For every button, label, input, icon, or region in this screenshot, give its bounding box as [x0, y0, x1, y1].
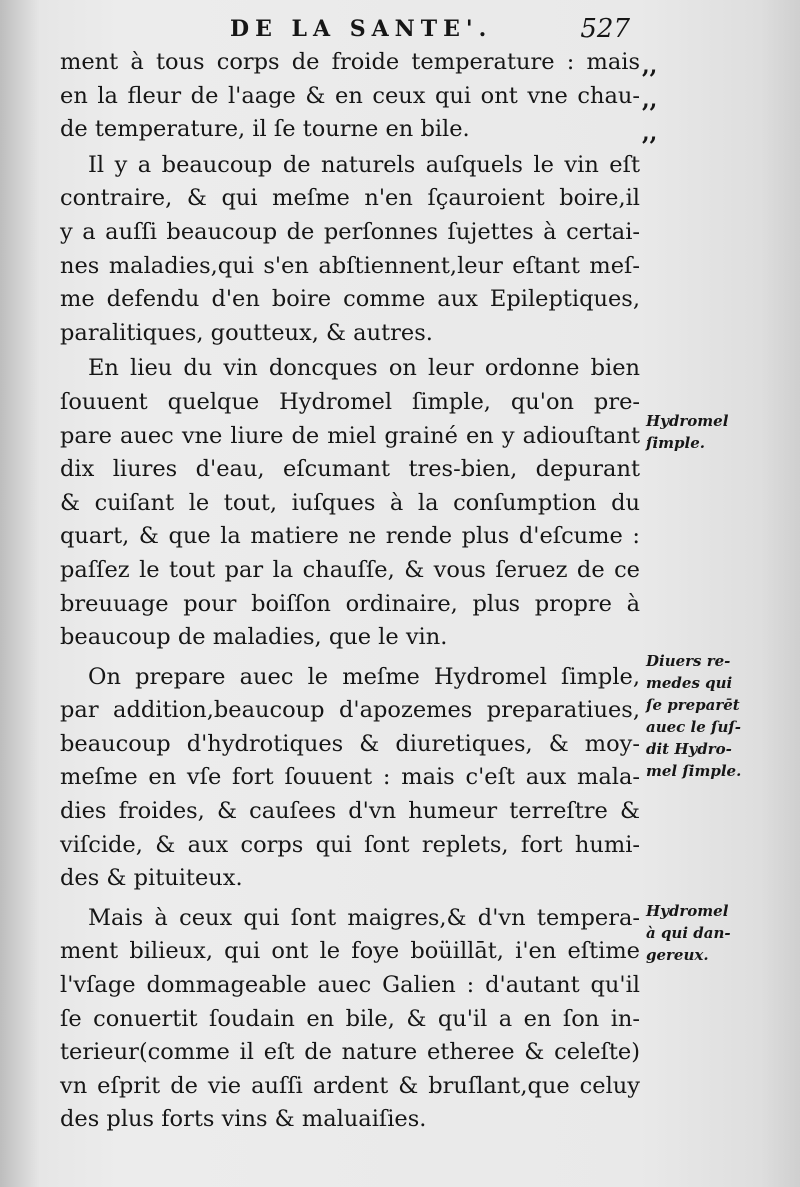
text-line: dix liures d'eau, eſcumant tres-bien, depurant	[60, 456, 640, 483]
marginal-line: ſe preparēt	[646, 696, 740, 714]
text-line: breuuage pour boiſſon ordinaire, plus propre à	[60, 590, 640, 617]
marginal-line: à qui dan-	[646, 924, 731, 942]
text-line: On prepare auec le meſme Hydromel ſimple,	[88, 663, 640, 690]
paragraph-2	[60, 149, 640, 351]
quotation-marks	[642, 50, 666, 151]
text-line: beaucoup d'hydrotiques & diuretiques, & moy-	[60, 730, 640, 757]
quote-mark: ,,	[642, 53, 658, 79]
text-line: quart, & que la matiere ne rende plus d'eſcume :	[60, 523, 640, 550]
text-line: par addition,beaucoup d'apozemes preparatiues,	[60, 697, 640, 724]
marginal-note-diuers-remedes	[646, 650, 796, 782]
running-head-title: DE LA SANTE'.	[230, 16, 493, 42]
marginal-line: medes qui	[646, 674, 733, 692]
text-line: nes maladies,qui s'en abſtiennent,leur eſtant meſ-	[60, 252, 640, 279]
text-line: paralitiques, goutteux, & autres.	[60, 319, 433, 346]
text-line: vn eſprit de vie auſſi ardent & bruſlant,que celuy	[60, 1072, 640, 1099]
text-line: de temperature, il ſe tourne en bile.	[60, 116, 470, 143]
text-line: me defendu d'en boire comme aux Epileptiques,	[60, 286, 640, 313]
marginal-line: ſimple.	[646, 434, 705, 452]
marginal-line: gereux.	[646, 946, 709, 964]
text-line: l'vſage dommageable auec Galien : d'autant qu'il	[60, 972, 640, 999]
text-line: meſme en vſe fort ſouuent : mais c'eſt aux mala-	[60, 764, 640, 791]
running-head	[150, 14, 780, 50]
marginal-note-hydromel-dangereux	[646, 900, 796, 966]
text-line: contraire, & qui meſme n'en ſçauroient boire,il	[60, 185, 640, 212]
paragraph-1	[60, 46, 640, 147]
page-number: 527	[580, 14, 630, 44]
marginal-line: mel ſimple.	[646, 762, 742, 780]
text-line: viſcide, & aux corps qui ſont replets, fort humi-	[60, 831, 640, 858]
body-text	[60, 46, 640, 1137]
text-line: beaucoup de maladies, que le vin.	[60, 624, 448, 651]
text-line: dies froides, & cauſees d'vn humeur terreſtre &	[60, 798, 640, 825]
text-line: des & pituiteux.	[60, 865, 243, 892]
quote-mark: ,,	[642, 120, 658, 147]
text-line: En lieu du vin doncques on leur ordonne bien	[88, 355, 640, 382]
marginal-line: Hydromel	[646, 902, 729, 920]
show-through-left	[0, 80, 60, 980]
text-line: pare auec vne liure de miel grainé en y adiouſtant	[60, 422, 640, 449]
text-line: paſſez le tout par la chauſſe, & vous ſeruez de ce	[60, 556, 640, 583]
text-line: Il y a beaucoup de naturels auſquels le vin eſt	[88, 151, 640, 178]
text-line: terieur(comme il eſt de nature etheree & celeſte)	[60, 1039, 640, 1066]
text-line: ment à tous corps de froide temperature : mais	[60, 49, 640, 75]
text-line: & cuiſant le tout, iuſques à la conſumption du	[60, 489, 640, 516]
marginal-line: dit Hydro-	[646, 740, 732, 758]
paragraph-3	[60, 352, 640, 654]
text-line: ſouuent quelque Hydromel ſimple, qu'on pre-	[60, 388, 640, 415]
text-line: ment bilieux, qui ont le foye boüillāt, i'en eſtime	[60, 938, 640, 965]
marginal-note-hydromel-simple	[646, 410, 796, 454]
paragraph-4	[60, 661, 640, 896]
marginal-line: auec le ſuſ-	[646, 718, 742, 736]
marginal-line: Diuers re-	[646, 652, 731, 670]
text-line: Mais à ceux qui ſont maigres,& d'vn tempera-	[88, 904, 640, 931]
paragraph-5	[60, 902, 640, 1137]
text-line: y a auſſi beaucoup de perſonnes ſujettes à certai-	[60, 218, 640, 245]
text-line: des plus forts vins & maluaiſies.	[60, 1106, 427, 1133]
text-line: ſe conuertit ſoudain en bile, & qu'il a en ſon in-	[60, 1005, 640, 1032]
marginal-line: Hydromel	[646, 412, 729, 430]
text-line: en la fleur de l'aage & en ceux qui ont vne chau-	[60, 82, 640, 109]
quote-mark: ,,	[642, 86, 658, 113]
